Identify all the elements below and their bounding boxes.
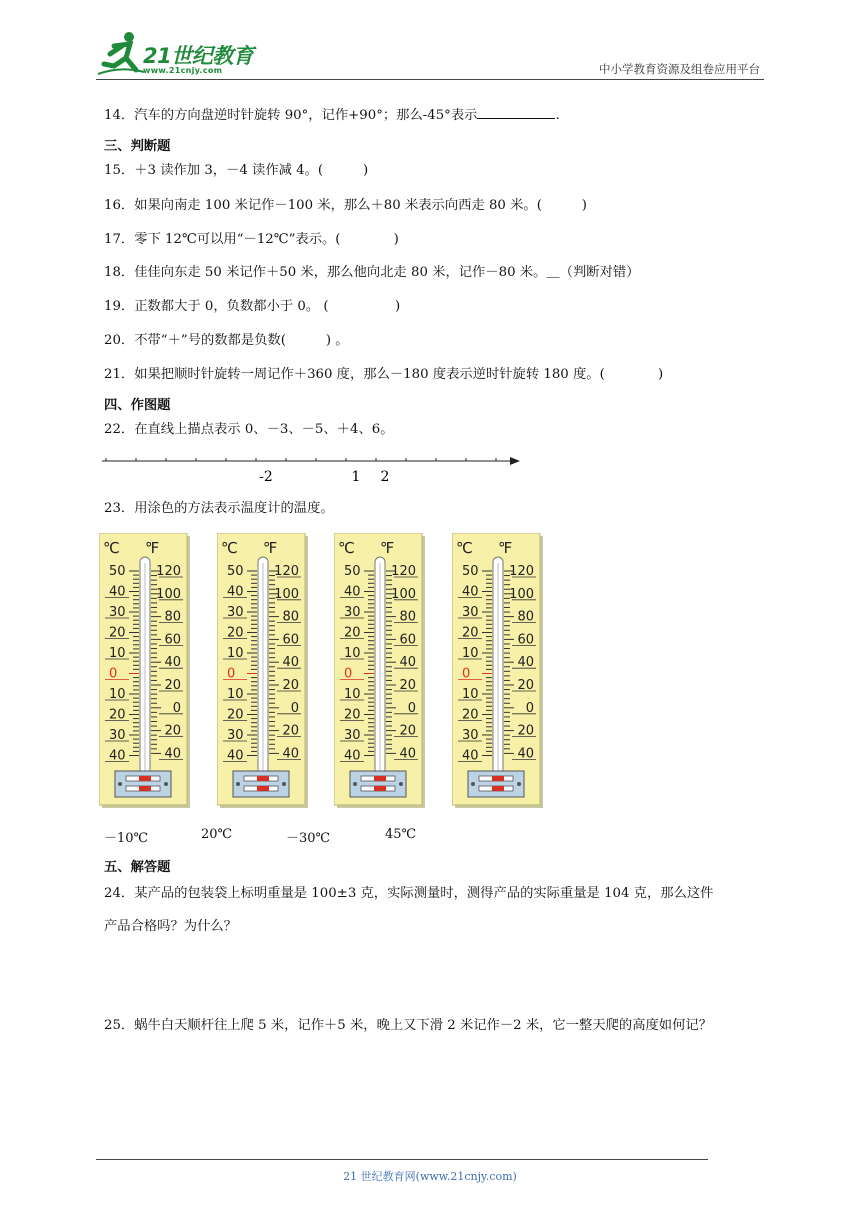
celsius-unit: ℃ (221, 539, 238, 557)
fahrenheit-tick-label: 80 (282, 609, 299, 625)
fahrenheit-unit: ℉ (498, 539, 513, 557)
runner-logo-icon (96, 30, 146, 78)
number-line[interactable] (100, 448, 524, 488)
fahrenheit-tick-label: 80 (164, 609, 181, 625)
celsius-unit: ℃ (103, 539, 120, 557)
fahrenheit-unit: ℉ (263, 539, 278, 557)
celsius-tick-label: 10 (344, 646, 361, 661)
fahrenheit-tick-label: 0 (525, 700, 534, 716)
q14-end: . (555, 108, 560, 123)
fahrenheit-tick-label: 20 (164, 678, 181, 693)
section-3-title: 三、判断题 (104, 139, 171, 154)
fahrenheit-unit: ℉ (380, 539, 395, 557)
celsius-tick-label: 50 (227, 564, 244, 579)
question-24-line-1: 24．某产品的包装袋上标明重量是 100±3 克，实际测量时，测得产品的实际重量是 104 克，那么这件 (104, 886, 714, 901)
fahrenheit-tick-label: 20 (164, 723, 181, 739)
fahrenheit-tick-label: 40 (399, 655, 416, 671)
section-4-title: 四、作图题 (104, 398, 171, 413)
fahrenheit-tick-label: 60 (164, 632, 181, 648)
celsius-tick-label: 20 (344, 625, 361, 641)
celsius-tick-label: 30 (462, 605, 479, 620)
fahrenheit-tick-label: 100 (156, 586, 181, 602)
question-15: 15．＋3 读作加 3，－4 读作减 4。( ) (104, 163, 369, 178)
celsius-tick-label: 40 (344, 584, 361, 600)
footer-text: 21 世纪教育网(www.21cnjy.com) (343, 1170, 517, 1183)
celsius-tick-label: 0 (227, 666, 236, 682)
celsius-tick-label: 40 (344, 748, 361, 764)
fahrenheit-tick-label: 0 (407, 700, 416, 716)
fahrenheit-tick-label: 20 (282, 678, 299, 693)
celsius-tick-label: 0 (462, 666, 471, 682)
celsius-tick-label: 40 (462, 748, 479, 764)
thermometer-temp-label: －10℃ (104, 831, 149, 846)
celsius-tick-label: 40 (462, 584, 479, 600)
question-14 (104, 106, 560, 125)
celsius-tick-label: 10 (227, 646, 244, 661)
celsius-tick-label: 30 (344, 728, 361, 743)
thermometer-temp-label: 45℃ (385, 827, 417, 842)
question-17: 17．零下 12℃可以用“－12℃”表示。( ) (104, 232, 399, 247)
fahrenheit-tick-label: 20 (399, 678, 416, 693)
celsius-tick-label: 20 (462, 625, 479, 641)
fahrenheit-tick-label: 100 (274, 586, 299, 602)
fahrenheit-tick-label: 40 (517, 655, 534, 671)
celsius-tick-label: 20 (462, 707, 479, 723)
celsius-unit: ℃ (338, 539, 355, 557)
fahrenheit-tick-label: 40 (282, 655, 299, 671)
fahrenheit-tick-label: 80 (399, 609, 416, 625)
celsius-tick-label: 30 (344, 605, 361, 620)
celsius-tick-label: 0 (344, 666, 353, 682)
celsius-tick-label: 20 (109, 707, 126, 723)
fahrenheit-tick-label: 0 (172, 700, 181, 716)
thermometer[interactable] (452, 533, 544, 809)
celsius-tick-label: 20 (227, 707, 244, 723)
celsius-tick-label: 30 (109, 728, 126, 743)
fahrenheit-tick-label: 100 (509, 586, 534, 602)
fahrenheit-tick-label: 120 (274, 564, 299, 579)
logo-url: www.21cnjy.com (143, 66, 223, 75)
fahrenheit-tick-label: 40 (517, 746, 534, 762)
thermometer-temp-label: －30℃ (286, 831, 331, 846)
footer-divider (96, 1159, 708, 1160)
celsius-tick-label: 0 (109, 666, 118, 682)
fahrenheit-tick-label: 60 (517, 632, 534, 648)
celsius-tick-label: 30 (462, 728, 479, 743)
number-line-arrow-icon (510, 457, 520, 465)
celsius-unit: ℃ (456, 539, 473, 557)
celsius-tick-label: 30 (227, 728, 244, 743)
celsius-tick-label: 20 (227, 625, 244, 641)
q14-blank[interactable] (477, 106, 555, 119)
thermometer-temp-label: 20℃ (201, 827, 233, 842)
fahrenheit-tick-label: 40 (164, 746, 181, 762)
celsius-tick-label: 10 (462, 646, 479, 661)
question-20: 20．不带“＋”号的数都是负数( ) 。 (104, 333, 349, 348)
question-25: 25．蜗牛白天顺杆往上爬 5 米，记作＋5 米，晚上又下滑 2 米记作－2 米，它一整天爬的高度如何记？ (104, 1018, 712, 1033)
celsius-tick-label: 50 (462, 564, 479, 579)
fahrenheit-tick-label: 40 (399, 746, 416, 762)
fahrenheit-tick-label: 120 (156, 564, 181, 579)
logo-text: 21世纪教育 (143, 44, 254, 68)
celsius-tick-label: 10 (344, 687, 361, 702)
number-line-label: 2 (380, 469, 390, 485)
fahrenheit-unit: ℉ (145, 539, 160, 557)
fahrenheit-tick-label: 20 (399, 723, 416, 739)
question-24-line-2: 产品合格吗？为什么？ (104, 919, 237, 934)
thermometer[interactable] (217, 533, 309, 809)
celsius-tick-label: 10 (462, 687, 479, 702)
number-line-label: -2 (259, 469, 273, 485)
fahrenheit-tick-label: 20 (282, 723, 299, 739)
fahrenheit-tick-label: 100 (391, 586, 416, 602)
celsius-tick-label: 40 (109, 748, 126, 764)
fahrenheit-tick-label: 80 (517, 609, 534, 625)
celsius-tick-label: 30 (227, 605, 244, 620)
thermometer-bulb (115, 771, 171, 797)
celsius-tick-label: 10 (109, 687, 126, 702)
fahrenheit-tick-label: 20 (517, 678, 534, 693)
celsius-tick-label: 30 (109, 605, 126, 620)
fahrenheit-tick-label: 40 (282, 746, 299, 762)
celsius-tick-label: 50 (109, 564, 126, 579)
thermometer-bulb (468, 771, 524, 797)
question-22: 22．在直线上描点表示 0、－3、－5、＋4、6。 (104, 422, 394, 437)
question-21: 21．如果把顺时针旋转一周记作＋360 度，那么－180 度表示逆时针旋转 180 度。( ) (104, 367, 664, 382)
celsius-tick-label: 40 (227, 748, 244, 764)
thermometer-bulb (350, 771, 406, 797)
question-23: 23．用涂色的方法表示温度计的温度。 (104, 501, 334, 516)
fahrenheit-tick-label: 0 (290, 700, 299, 716)
fahrenheit-tick-label: 120 (509, 564, 534, 579)
q14-text: 14．汽车的方向盘逆时针旋转 90°，记作+90°；那么-45°表示 (104, 108, 478, 123)
number-line-label: 1 (351, 469, 361, 485)
header-platform-name: 中小学教育资源及组卷应用平台 (599, 62, 760, 76)
fahrenheit-tick-label: 20 (517, 723, 534, 739)
thermometer[interactable] (334, 533, 426, 809)
celsius-tick-label: 40 (109, 584, 126, 600)
celsius-tick-label: 20 (109, 625, 126, 641)
celsius-tick-label: 40 (227, 584, 244, 600)
fahrenheit-tick-label: 40 (164, 655, 181, 671)
section-5-title: 五、解答题 (104, 860, 171, 875)
header-divider (96, 79, 764, 80)
fahrenheit-tick-label: 120 (391, 564, 416, 579)
fahrenheit-tick-label: 60 (282, 632, 299, 648)
celsius-tick-label: 10 (109, 646, 126, 661)
celsius-tick-label: 50 (344, 564, 361, 579)
question-19: 19．正数都大于 0，负数都小于 0。 ( ) (104, 299, 401, 314)
question-18: 18．佳佳向东走 50 米记作＋50 米，那么他向北走 80 米，记作－80 米。＿（判断对错） (104, 265, 640, 280)
celsius-tick-label: 10 (227, 687, 244, 702)
celsius-tick-label: 20 (344, 707, 361, 723)
thermometer-bulb (233, 771, 289, 797)
question-16: 16．如果向南走 100 米记作－100 米，那么＋80 米表示向西走 80 米。( ) (104, 198, 587, 213)
thermometer[interactable] (99, 533, 191, 809)
fahrenheit-tick-label: 60 (399, 632, 416, 648)
